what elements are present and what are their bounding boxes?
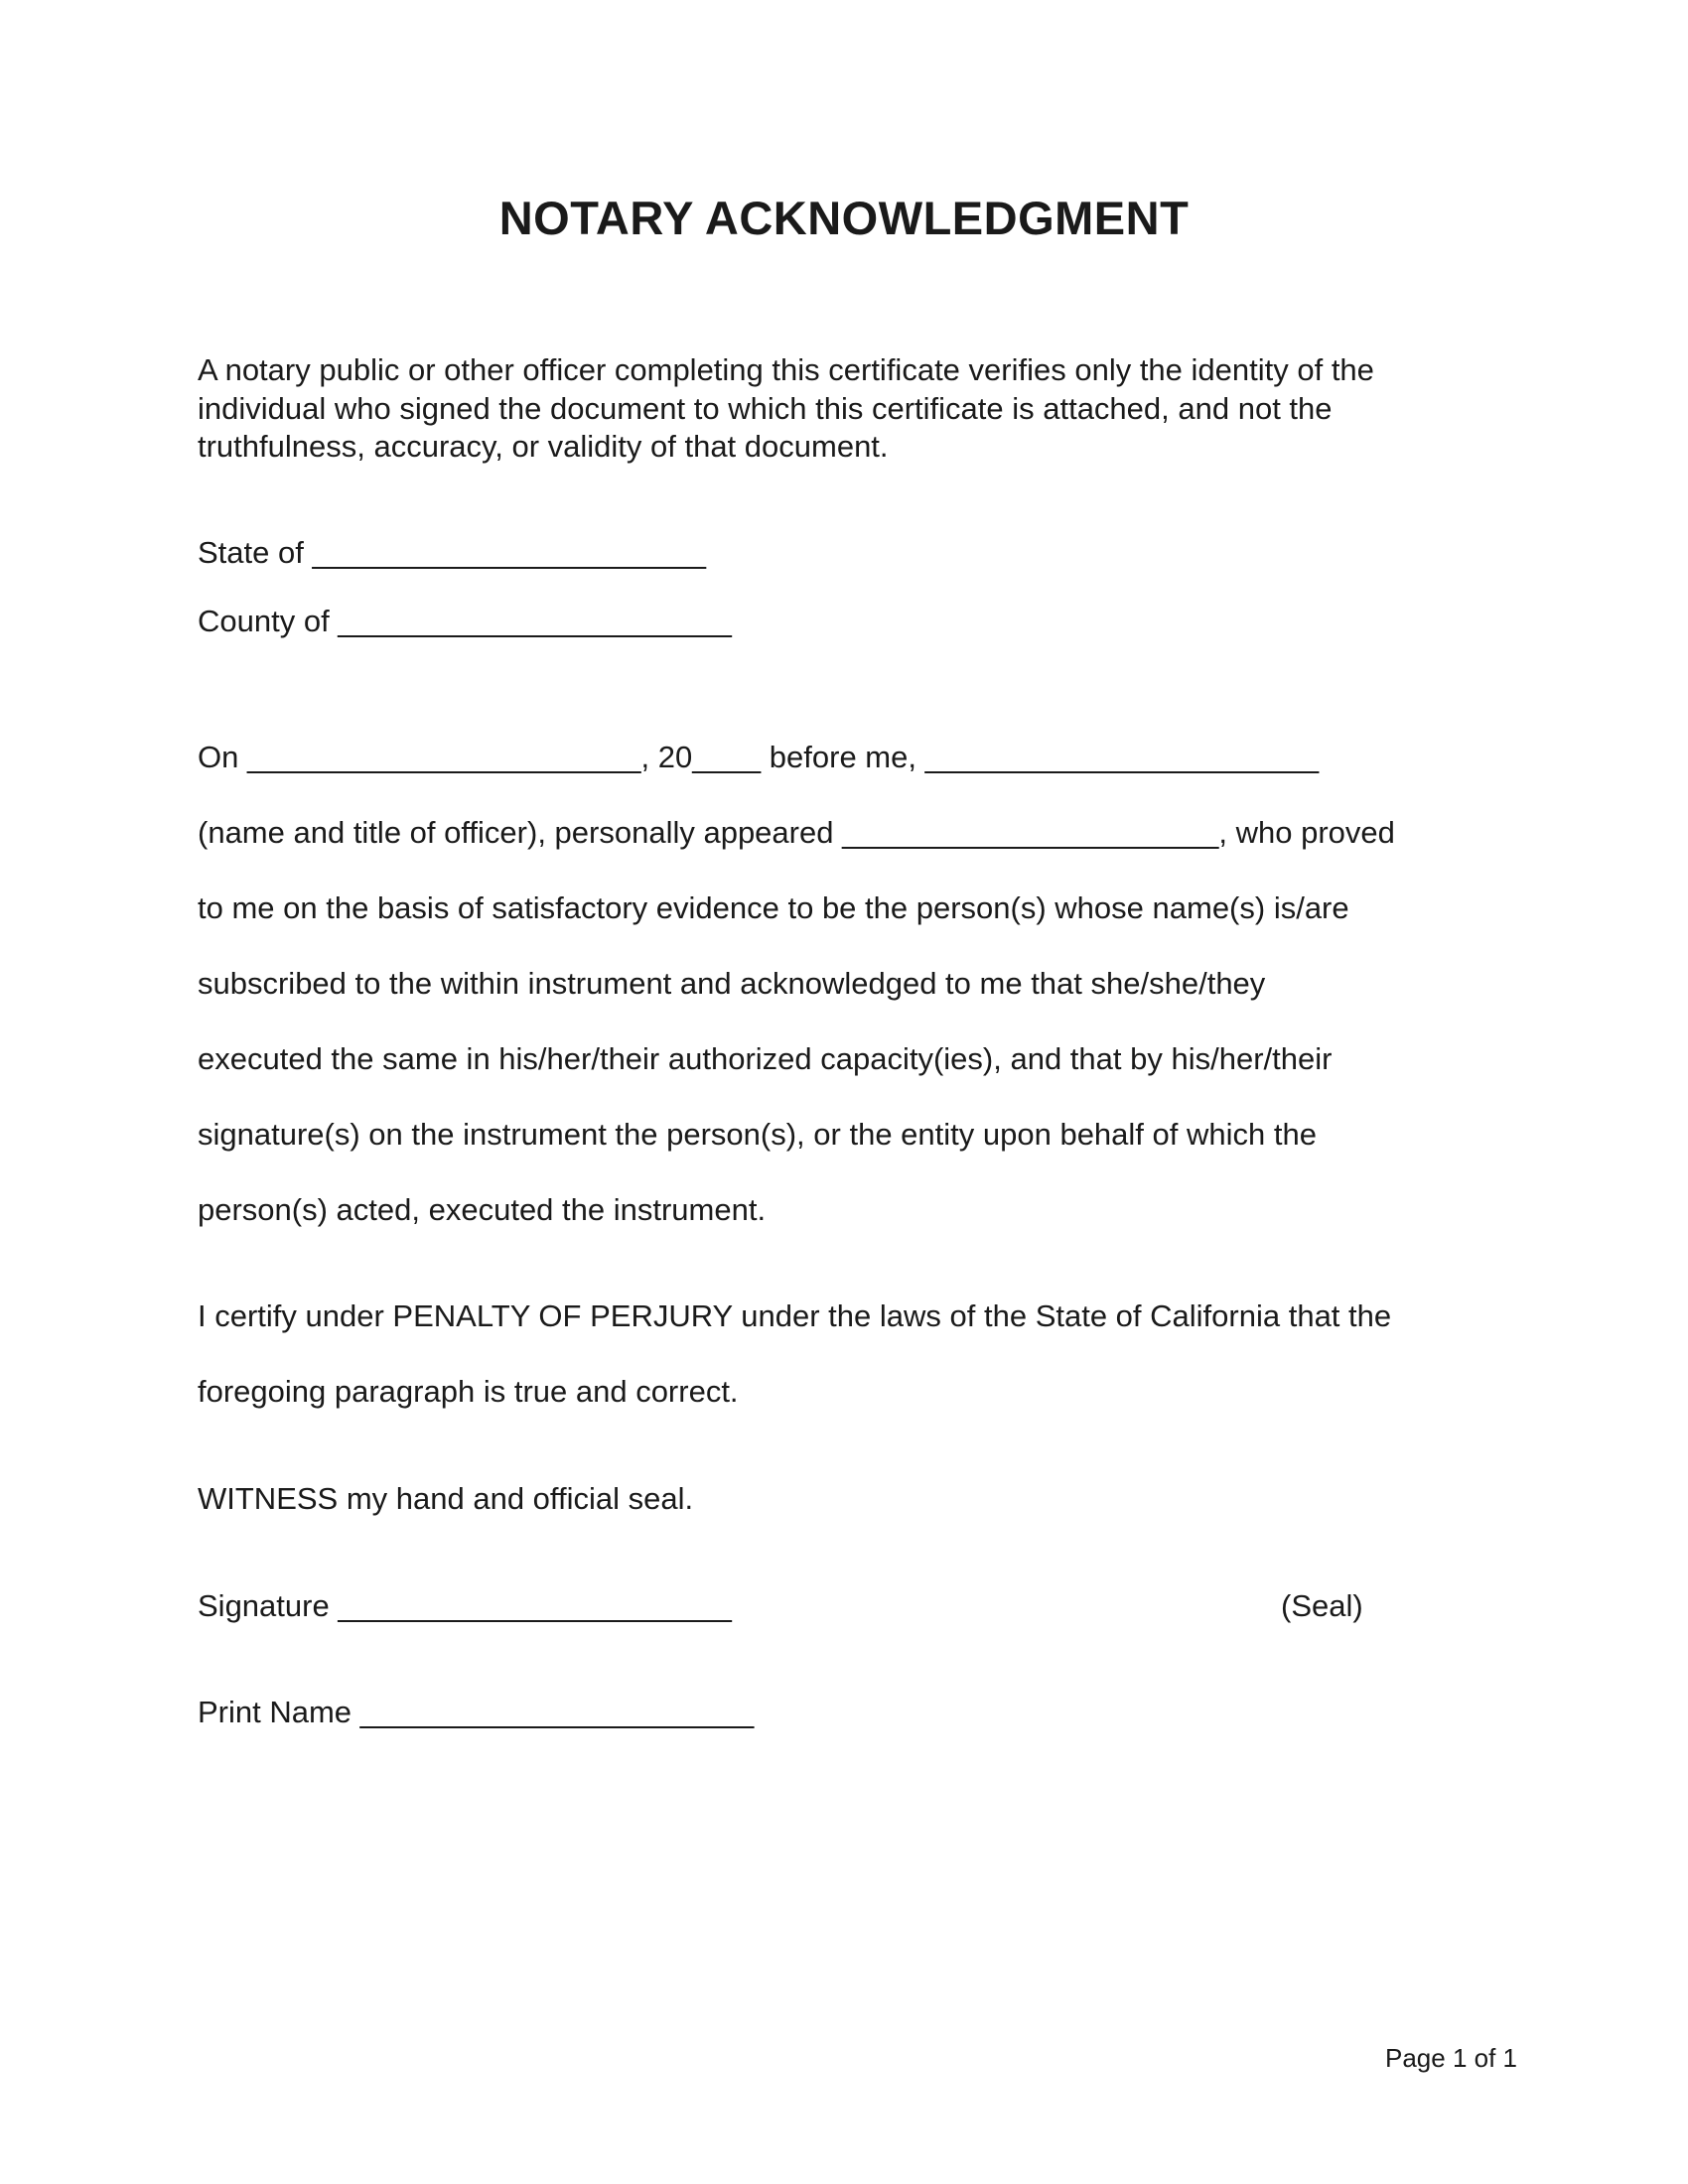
intro-line: individual who signed the document to which this certificate is attached, and not the: [198, 390, 1333, 426]
intro-line: A notary public or other officer completing this certificate verifies only the identity of the: [198, 352, 1374, 387]
page-number: Page 1 of 1: [1385, 2043, 1517, 2073]
document-title: NOTARY ACKNOWLEDGMENT: [498, 192, 1190, 244]
witness-line: WITNESS my hand and official seal.: [198, 1481, 694, 1516]
seal-label: (Seal): [1281, 1588, 1363, 1623]
body-line: person(s) acted, executed the instrument.: [198, 1192, 767, 1227]
body-line: to me on the basis of satisfactory evidence to be the person(s) whose name(s) is/are: [198, 890, 1349, 925]
state-field: State of _______________________: [198, 535, 706, 570]
signature-field: Signature _______________________: [198, 1588, 732, 1623]
county-field: County of _______________________: [198, 604, 732, 638]
body-line: signature(s) on the instrument the person(s), or the entity upon behalf of which the: [198, 1117, 1317, 1152]
certify-line: I certify under PENALTY OF PERJURY under the laws of the State of California that the: [198, 1298, 1392, 1333]
intro-paragraph: [198, 351, 1508, 467]
intro-line: truthfulness, accuracy, or validity of that document.: [198, 429, 889, 464]
body-line: executed the same in his/her/their authorized capacity(ies), and that by his/her/their: [198, 1041, 1333, 1076]
print-name-field: Print Name _______________________: [198, 1695, 755, 1729]
body-line: subscribed to the within instrument and acknowledged to me that she/she/they: [198, 966, 1266, 1001]
body-line: (name and title of officer), personally appeared ______________________, who proved: [198, 815, 1395, 850]
body-line: On _______________________, 20____ before me, _______________________: [198, 740, 1320, 774]
certify-line: foregoing paragraph is true and correct.: [198, 1374, 739, 1409]
